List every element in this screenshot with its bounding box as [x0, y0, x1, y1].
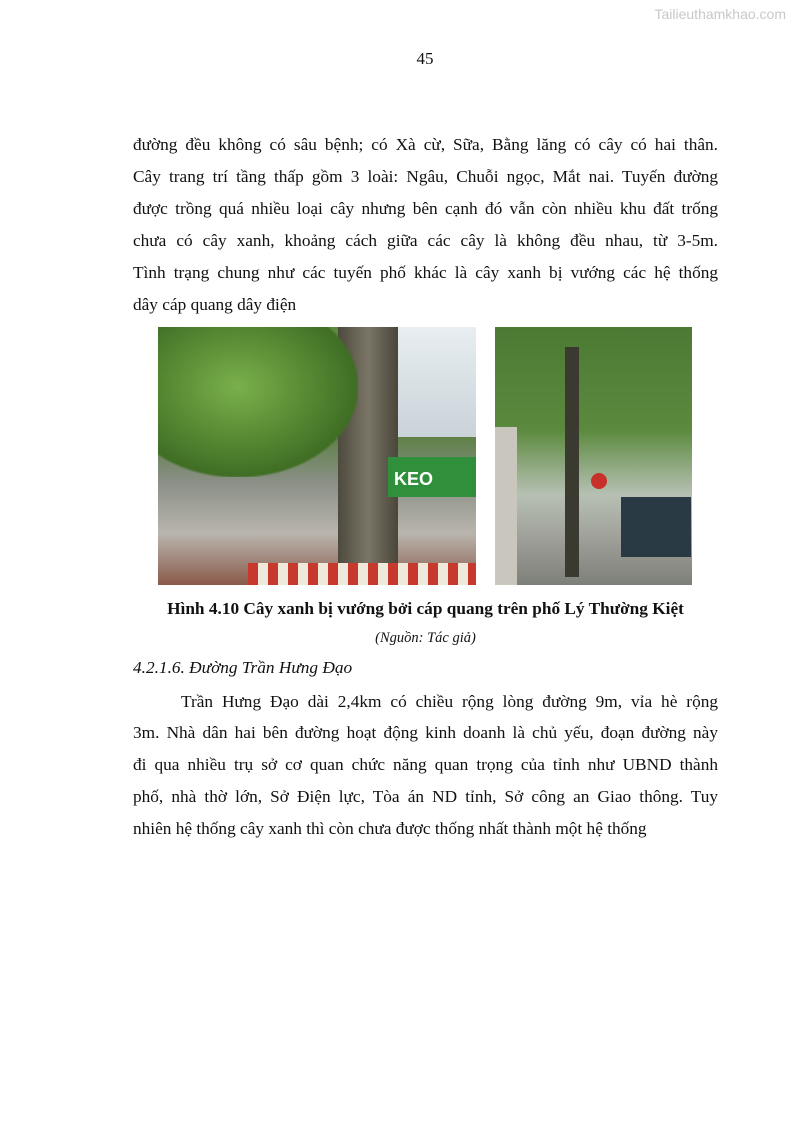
watermark: Tailieuthamkhao.com: [654, 6, 786, 22]
paragraph-line: Tình trạng chung như các tuyến phố khác là cây xanh bị vướng các hệ thống: [133, 263, 718, 282]
paragraph-line: đi qua nhiều trụ sở cơ quan chức năng quan trọng của tỉnh như UBND thành: [133, 755, 718, 774]
paragraph-line: phố, nhà thờ lớn, Sở Điện lực, Tòa án ND tỉnh, Sở công an Giao thông. Tuy: [133, 787, 718, 806]
paragraph-line: nhiên hệ thống cây xanh thì còn chưa được thống nhất thành một hệ thống: [133, 819, 647, 838]
photo-left-tree-with-cables: [158, 327, 476, 585]
section-heading: 4.2.1.6. Đường Trần Hưng Đạo: [133, 658, 353, 677]
figure-source: (Nguồn: Tác giả): [375, 630, 476, 646]
paragraph-line: đường đều không có sâu bệnh; có Xà cừ, Sữa, Bằng lăng có cây có hai thân.: [133, 135, 718, 154]
photo-right-street-trees: [495, 327, 692, 585]
paragraph-line: Trần Hưng Đạo dài 2,4km có chiều rộng lòng đường 9m, vỉa hè rộng: [181, 692, 718, 711]
paragraph-line: chưa có cây xanh, khoảng cách giữa các cây là không đều nhau, từ 3-5m.: [133, 231, 718, 250]
figure-caption: Hình 4.10 Cây xanh bị vướng bởi cáp quang trên phố Lý Thường Kiệt: [167, 599, 684, 618]
paragraph-line: được trồng quá nhiều loại cây nhưng bên cạnh đó vẫn còn nhiều khu đất trống: [133, 199, 718, 218]
shop-sign: KEO: [394, 469, 434, 489]
paragraph-line: dây cáp quang dây điện: [133, 295, 297, 314]
page-number: 45: [416, 49, 434, 68]
paragraph-line: Cây trang trí tầng thấp gồm 3 loài: Ngâu, Chuỗi ngọc, Mắt nai. Tuyến đường: [133, 167, 718, 186]
paragraph-line: 3m. Nhà dân hai bên đường hoạt động kinh doanh là chủ yếu, đoạn đường này: [133, 723, 718, 742]
